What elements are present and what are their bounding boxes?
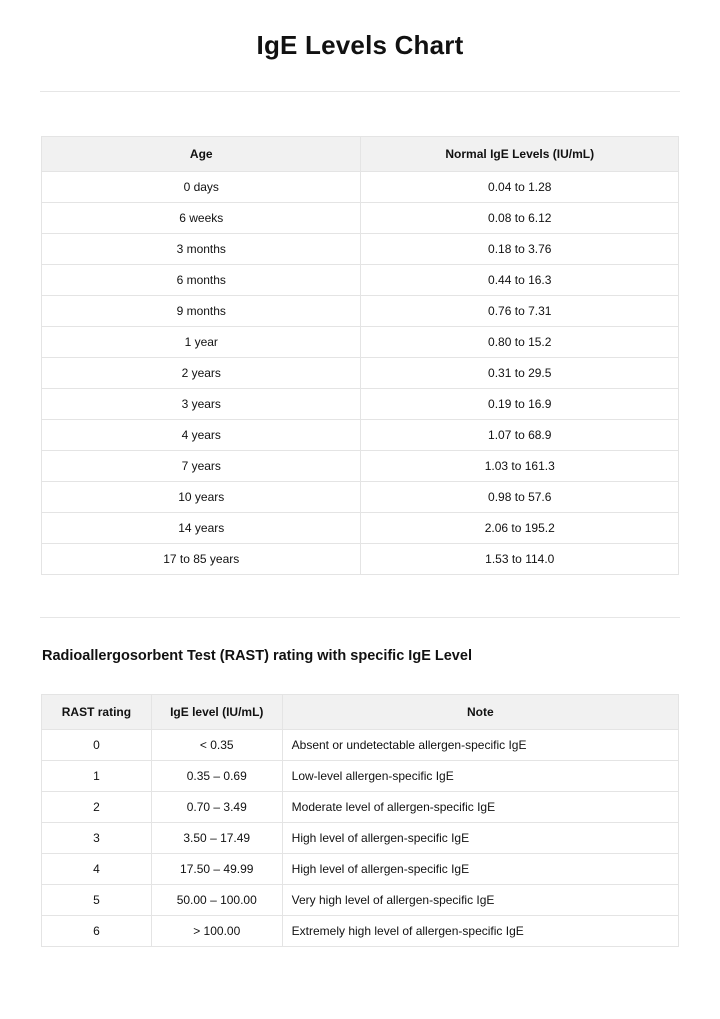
age-cell: 3 years <box>42 389 361 420</box>
ige-range-cell: 2.06 to 195.2 <box>361 513 679 544</box>
ige-range-cell: 0.44 to 16.3 <box>361 265 679 296</box>
ige-range-cell: 0.80 to 15.2 <box>361 327 679 358</box>
note-cell: Absent or undetectable allergen-specific IgE <box>282 730 678 761</box>
table-row <box>42 327 679 358</box>
ige-range-cell: 1.03 to 161.3 <box>361 451 679 482</box>
table-row <box>42 296 679 327</box>
table-row <box>42 513 679 544</box>
age-cell: 10 years <box>42 482 361 513</box>
age-cell: 4 years <box>42 420 361 451</box>
rast-rating-cell: 2 <box>42 792 152 823</box>
age-cell: 9 months <box>42 296 361 327</box>
age-cell: 6 months <box>42 265 361 296</box>
table-row <box>42 420 679 451</box>
divider <box>40 617 680 618</box>
ige-range-cell: 0.08 to 6.12 <box>361 203 679 234</box>
ige-range-cell: 0.76 to 7.31 <box>361 296 679 327</box>
ige-range-cell: 0.18 to 3.76 <box>361 234 679 265</box>
age-cell: 7 years <box>42 451 361 482</box>
table-row <box>42 885 679 916</box>
table-row <box>42 761 679 792</box>
table-header-row <box>42 137 679 172</box>
table-row <box>42 265 679 296</box>
ige-level-cell: 3.50 – 17.49 <box>151 823 282 854</box>
table-row <box>42 234 679 265</box>
ige-range-cell: 0.04 to 1.28 <box>361 172 679 203</box>
age-ige-table <box>41 136 679 575</box>
ige-level-cell: 17.50 – 49.99 <box>151 854 282 885</box>
ige-range-cell: 1.53 to 114.0 <box>361 544 679 575</box>
ige-range-cell: 0.31 to 29.5 <box>361 358 679 389</box>
header-ige-level: IgE level (IU/mL) <box>151 695 282 730</box>
rast-table <box>41 694 679 947</box>
age-cell: 1 year <box>42 327 361 358</box>
age-cell: 17 to 85 years <box>42 544 361 575</box>
table-row <box>42 203 679 234</box>
rast-rating-cell: 4 <box>42 854 152 885</box>
ige-level-cell: 0.35 – 0.69 <box>151 761 282 792</box>
table-row <box>42 358 679 389</box>
ige-level-cell: < 0.35 <box>151 730 282 761</box>
ige-level-cell: 0.70 – 3.49 <box>151 792 282 823</box>
age-cell: 3 months <box>42 234 361 265</box>
table-header-row <box>42 695 679 730</box>
note-cell: Low-level allergen-specific IgE <box>282 761 678 792</box>
header-note: Note <box>282 695 678 730</box>
header-age: Age <box>42 137 361 172</box>
ige-range-cell: 0.98 to 57.6 <box>361 482 679 513</box>
rast-rating-cell: 0 <box>42 730 152 761</box>
age-cell: 0 days <box>42 172 361 203</box>
ige-level-cell: > 100.00 <box>151 916 282 947</box>
table-row <box>42 823 679 854</box>
age-cell: 6 weeks <box>42 203 361 234</box>
note-cell: High level of allergen-specific IgE <box>282 823 678 854</box>
age-cell: 14 years <box>42 513 361 544</box>
table-row <box>42 854 679 885</box>
table-row <box>42 389 679 420</box>
ige-range-cell: 0.19 to 16.9 <box>361 389 679 420</box>
table-row <box>42 172 679 203</box>
table-row <box>42 916 679 947</box>
header-rast-rating: RAST rating <box>42 695 152 730</box>
rast-rating-cell: 5 <box>42 885 152 916</box>
note-cell: Moderate level of allergen-specific IgE <box>282 792 678 823</box>
note-cell: Extremely high level of allergen-specific IgE <box>282 916 678 947</box>
rast-rating-cell: 3 <box>42 823 152 854</box>
rast-rating-cell: 6 <box>42 916 152 947</box>
table-row <box>42 451 679 482</box>
age-cell: 2 years <box>42 358 361 389</box>
table-row <box>42 792 679 823</box>
table-row <box>42 544 679 575</box>
rast-rating-cell: 1 <box>42 761 152 792</box>
table-row <box>42 482 679 513</box>
divider <box>40 91 680 92</box>
rast-section-title: Radioallergosorbent Test (RAST) rating with specific IgE Level <box>42 648 472 664</box>
ige-range-cell: 1.07 to 68.9 <box>361 420 679 451</box>
header-normal-ige: Normal IgE Levels (IU/mL) <box>361 137 679 172</box>
note-cell: Very high level of allergen-specific IgE <box>282 885 678 916</box>
table-row <box>42 730 679 761</box>
page-title: IgE Levels Chart <box>256 30 464 60</box>
note-cell: High level of allergen-specific IgE <box>282 854 678 885</box>
ige-level-cell: 50.00 – 100.00 <box>151 885 282 916</box>
